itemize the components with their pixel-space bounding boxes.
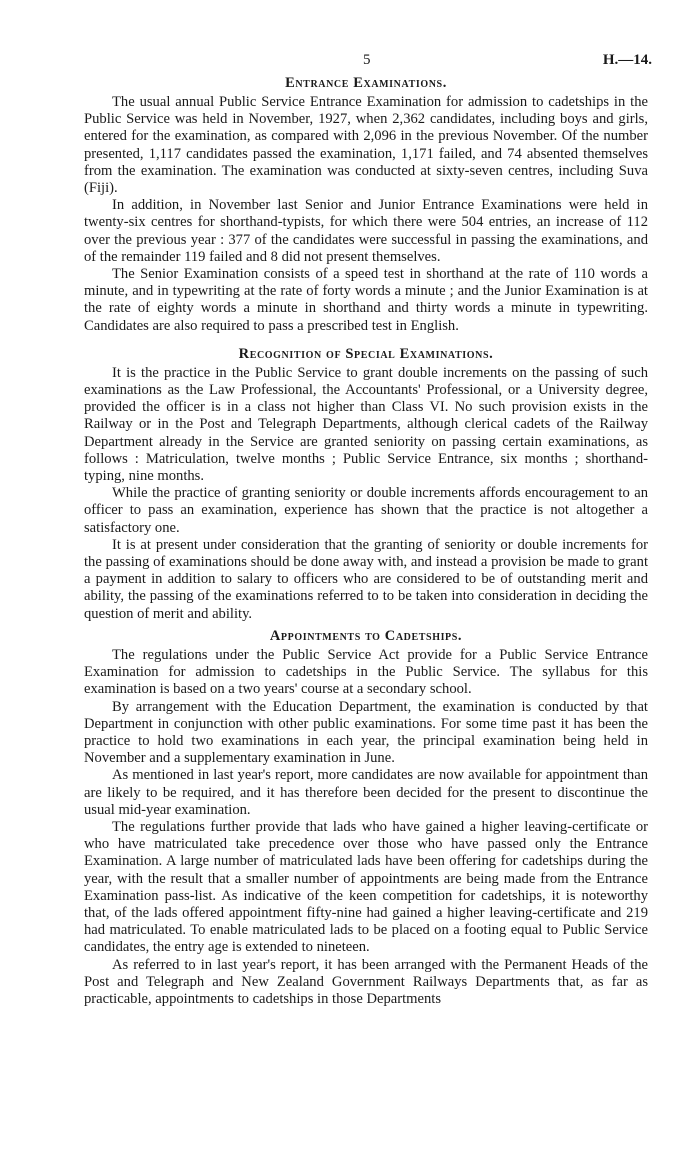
paragraph: As referred to in last year's report, it has been arranged with the Permanent Heads of the Post and Telegraph and New Zealand Government Railways Departments that, as far as practicable, appointments to cadetships in those Departments bbox=[84, 956, 648, 1007]
paragraph: The regulations under the Public Service Act provide for a Public Service Entrance Examination for admission to cadetships in the Public Service. The syllabus for this examination is based on a two years' course at a secondary school. bbox=[84, 646, 648, 698]
section-heading: Entrance Examinations. bbox=[285, 75, 447, 91]
section-recognition-special-examinations bbox=[84, 345, 648, 623]
section-heading: Appointments to Cadetships. bbox=[269, 627, 463, 644]
paragraph: In addition, in November last Senior and Junior Entrance Examinations were held in twenty-six centres for shorthand-typists, for which there were 504 entries, an increase of 112 over the previous year : 377 of the candidates were successful in passing the examinations, and of the remainder 119 failed and 8 did not present themselves. bbox=[84, 197, 648, 265]
paragraph: As mentioned in last year's report, more candidates are now available for appointment than are likely to be required, and it has therefore been decided for the present to discontinue the usual mid-year examination. bbox=[84, 767, 648, 818]
section-heading: Recognition of Special Examinations. bbox=[238, 345, 494, 362]
paragraph: It is the practice in the Public Service to grant double increments on the passing of such examinations as the Law Professional, the Accountants' Professional, or a University degree, provided the officer is in a class not higher than Class VI. No such provision exists in the Railway or in the Post and Telegraph Departments, although clerical cadets of the Railway Department already in the Service are granted seniority on passing certain examinations, as follows : Matriculation, twelve months ; Public Service Entrance, six months ; shorthand-typing, nine months. bbox=[84, 364, 648, 485]
section-entrance-examinations bbox=[84, 74, 648, 335]
paragraph: The Senior Examination consists of a speed test in shorthand at the rate of 110 words a minute, and in typewriting at the rate of forty words a minute ; and the Junior Examination is at the rate of eighty words a minute in shorthand and thirty words a minute in typewriting. Candidates are also required to pass a prescribed test in English. bbox=[84, 266, 648, 334]
paragraph: By arrangement with the Education Department, the examination is conducted by that Department in conjunction with other public examinations. For some time past it has been the practice to hold two examinations in each year, the principal examination being held in November and a supplementary examination in June. bbox=[84, 698, 648, 767]
paragraph: The usual annual Public Service Entrance Examination for admission to cadetships in the Public Service was held in November, 1927, when 2,362 candidates, including boys and girls, entered for the examination, as compared with 2,096 in the previous November. Of the number presented, 1,117 candidates passed the examination, 1,171 failed, and 74 absented themselves from the examination. The examination was conducted at sixty-seven centres, including Suva (Fiji). bbox=[84, 94, 648, 197]
paragraph: While the practice of granting seniority or double increments affords encouragement to an officer to pass an examination, experience has shown that the practice is not altogether a satisfactory one. bbox=[84, 485, 648, 536]
paragraph: The regulations further provide that lads who have gained a higher leaving-certificate or who have matriculated take precedence over those who have passed only the Entrance Examination. A large number of matriculated lads have been offering for cadetships during the year, with the result that a smaller number of appointments are being made from the Entrance Examination pass-list. As indicative of the keen competition for cadetships, it is noteworthy that, of the lads offered appointment fifty-nine had gained a higher leaving-certificate and 219 had matriculated. To enable matriculated lads to be placed on a footing equal to Public Service candidates, the entry age is extended to nineteen. bbox=[84, 818, 648, 956]
document-reference: H.—14. bbox=[602, 52, 652, 68]
page-header bbox=[0, 52, 700, 72]
section-appointments-to-cadetships bbox=[84, 627, 648, 1008]
paragraph: It is at present under consideration that the granting of seniority or double increments for the passing of examinations should be done away with, and instead a provision be made to grant a payment in addition to salary to officers who are considered to be of outstanding merit and ability, the passing of the examinations referred to to be taken into consideration in deciding the question of merit and ability. bbox=[84, 536, 648, 622]
page-body bbox=[84, 74, 648, 1008]
page-number: 5 bbox=[363, 52, 371, 68]
